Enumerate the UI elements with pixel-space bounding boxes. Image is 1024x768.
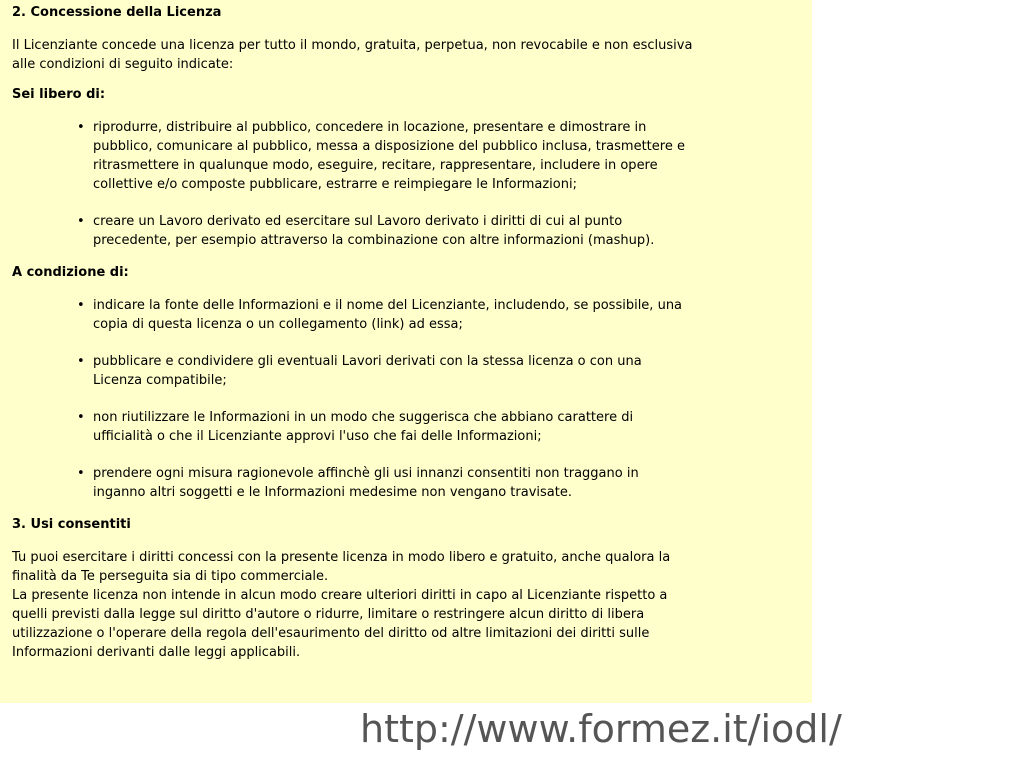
- bullet-icon: •: [77, 214, 85, 229]
- text-line: collettive e/o composte pubblicare, estrarre e reimpiegare le Informazioni;: [93, 177, 577, 192]
- list-item: [77, 212, 812, 250]
- source-url: http://www.formez.it/iodl/: [360, 707, 842, 751]
- condition-heading: A condizione di:: [12, 265, 129, 280]
- text-line: riprodurre, distribuire al pubblico, concedere in locazione, presentare e dimostrare in: [93, 120, 647, 135]
- text-line: Licenza compatibile;: [93, 373, 227, 388]
- list-item: [77, 352, 812, 390]
- text-line: ufficialità o che il Licenziante approvi l'uso che fai delle Informazioni;: [93, 429, 542, 444]
- section-2-title: 2. Concessione della Licenza: [12, 5, 222, 20]
- free-list: [12, 118, 812, 250]
- section-3-body: [12, 548, 812, 662]
- list-item: [77, 408, 812, 446]
- text-line: ritrasmettere in qualunque modo, eseguire, recitare, rappresentare, includere in opere: [93, 158, 658, 173]
- list-item: [77, 118, 812, 194]
- text-line: utilizzazione o l'operare della regola dell'esaurimento del diritto od altre limitazioni dei diritti sulle: [12, 626, 650, 641]
- bullet-icon: •: [77, 410, 85, 425]
- text-line: non riutilizzare le Informazioni in un modo che suggerisca che abbiano carattere di: [93, 410, 634, 425]
- condition-list: [12, 296, 812, 502]
- text-line: finalità da Te perseguita sia di tipo commerciale.: [12, 569, 329, 584]
- text-line: Tu puoi esercitare i diritti concessi con la presente licenza in modo libero e gratuito, anche qualora la: [12, 550, 671, 565]
- list-item: [77, 296, 812, 334]
- text-line: La presente licenza non intende in alcun modo creare ulteriori diritti in capo al Licenziante rispetto a: [12, 588, 668, 603]
- text-line: quelli previsti dalla legge sul diritto d'autore o ridurre, limitare o restringere alcun diritto di libera: [12, 607, 645, 622]
- section-3-title: 3. Usi consentiti: [12, 517, 131, 532]
- text-line: Informazioni derivanti dalle leggi applicabili.: [12, 645, 301, 660]
- text-line: indicare la fonte delle Informazioni e il nome del Licenziante, includendo, se possibile, una: [93, 298, 683, 313]
- text-line: alle condizioni di seguito indicate:: [12, 57, 234, 72]
- free-heading: Sei libero di:: [12, 87, 106, 102]
- list-item: [77, 464, 812, 502]
- text-line: creare un Lavoro derivato ed esercitare sul Lavoro derivato i diritti di cui al punto: [93, 214, 623, 229]
- bullet-icon: •: [77, 120, 85, 135]
- text-line: pubblicare e condividere gli eventuali Lavori derivati con la stessa licenza o con una: [93, 354, 642, 369]
- text-line: Il Licenziante concede una licenza per tutto il mondo, gratuita, perpetua, non revocabile e non esclusiva: [12, 38, 693, 53]
- text-line: pubblico, comunicare al pubblico, messa a disposizione del pubblico inclusa, trasmettere e: [93, 139, 685, 154]
- bullet-icon: •: [77, 354, 85, 369]
- bullet-icon: •: [77, 298, 85, 313]
- section-2-intro: [12, 36, 812, 74]
- text-line: prendere ogni misura ragionevole affinchè gli usi innanzi consentiti non traggano in: [93, 466, 639, 481]
- text-line: inganno altri soggetti e le Informazioni medesime non vengano travisate.: [93, 485, 572, 500]
- text-line: copia di questa licenza o un collegamento (link) ad essa;: [93, 317, 463, 332]
- bullet-icon: •: [77, 466, 85, 481]
- text-line: precedente, per esempio attraverso la combinazione con altre informazioni (mashup).: [93, 233, 655, 248]
